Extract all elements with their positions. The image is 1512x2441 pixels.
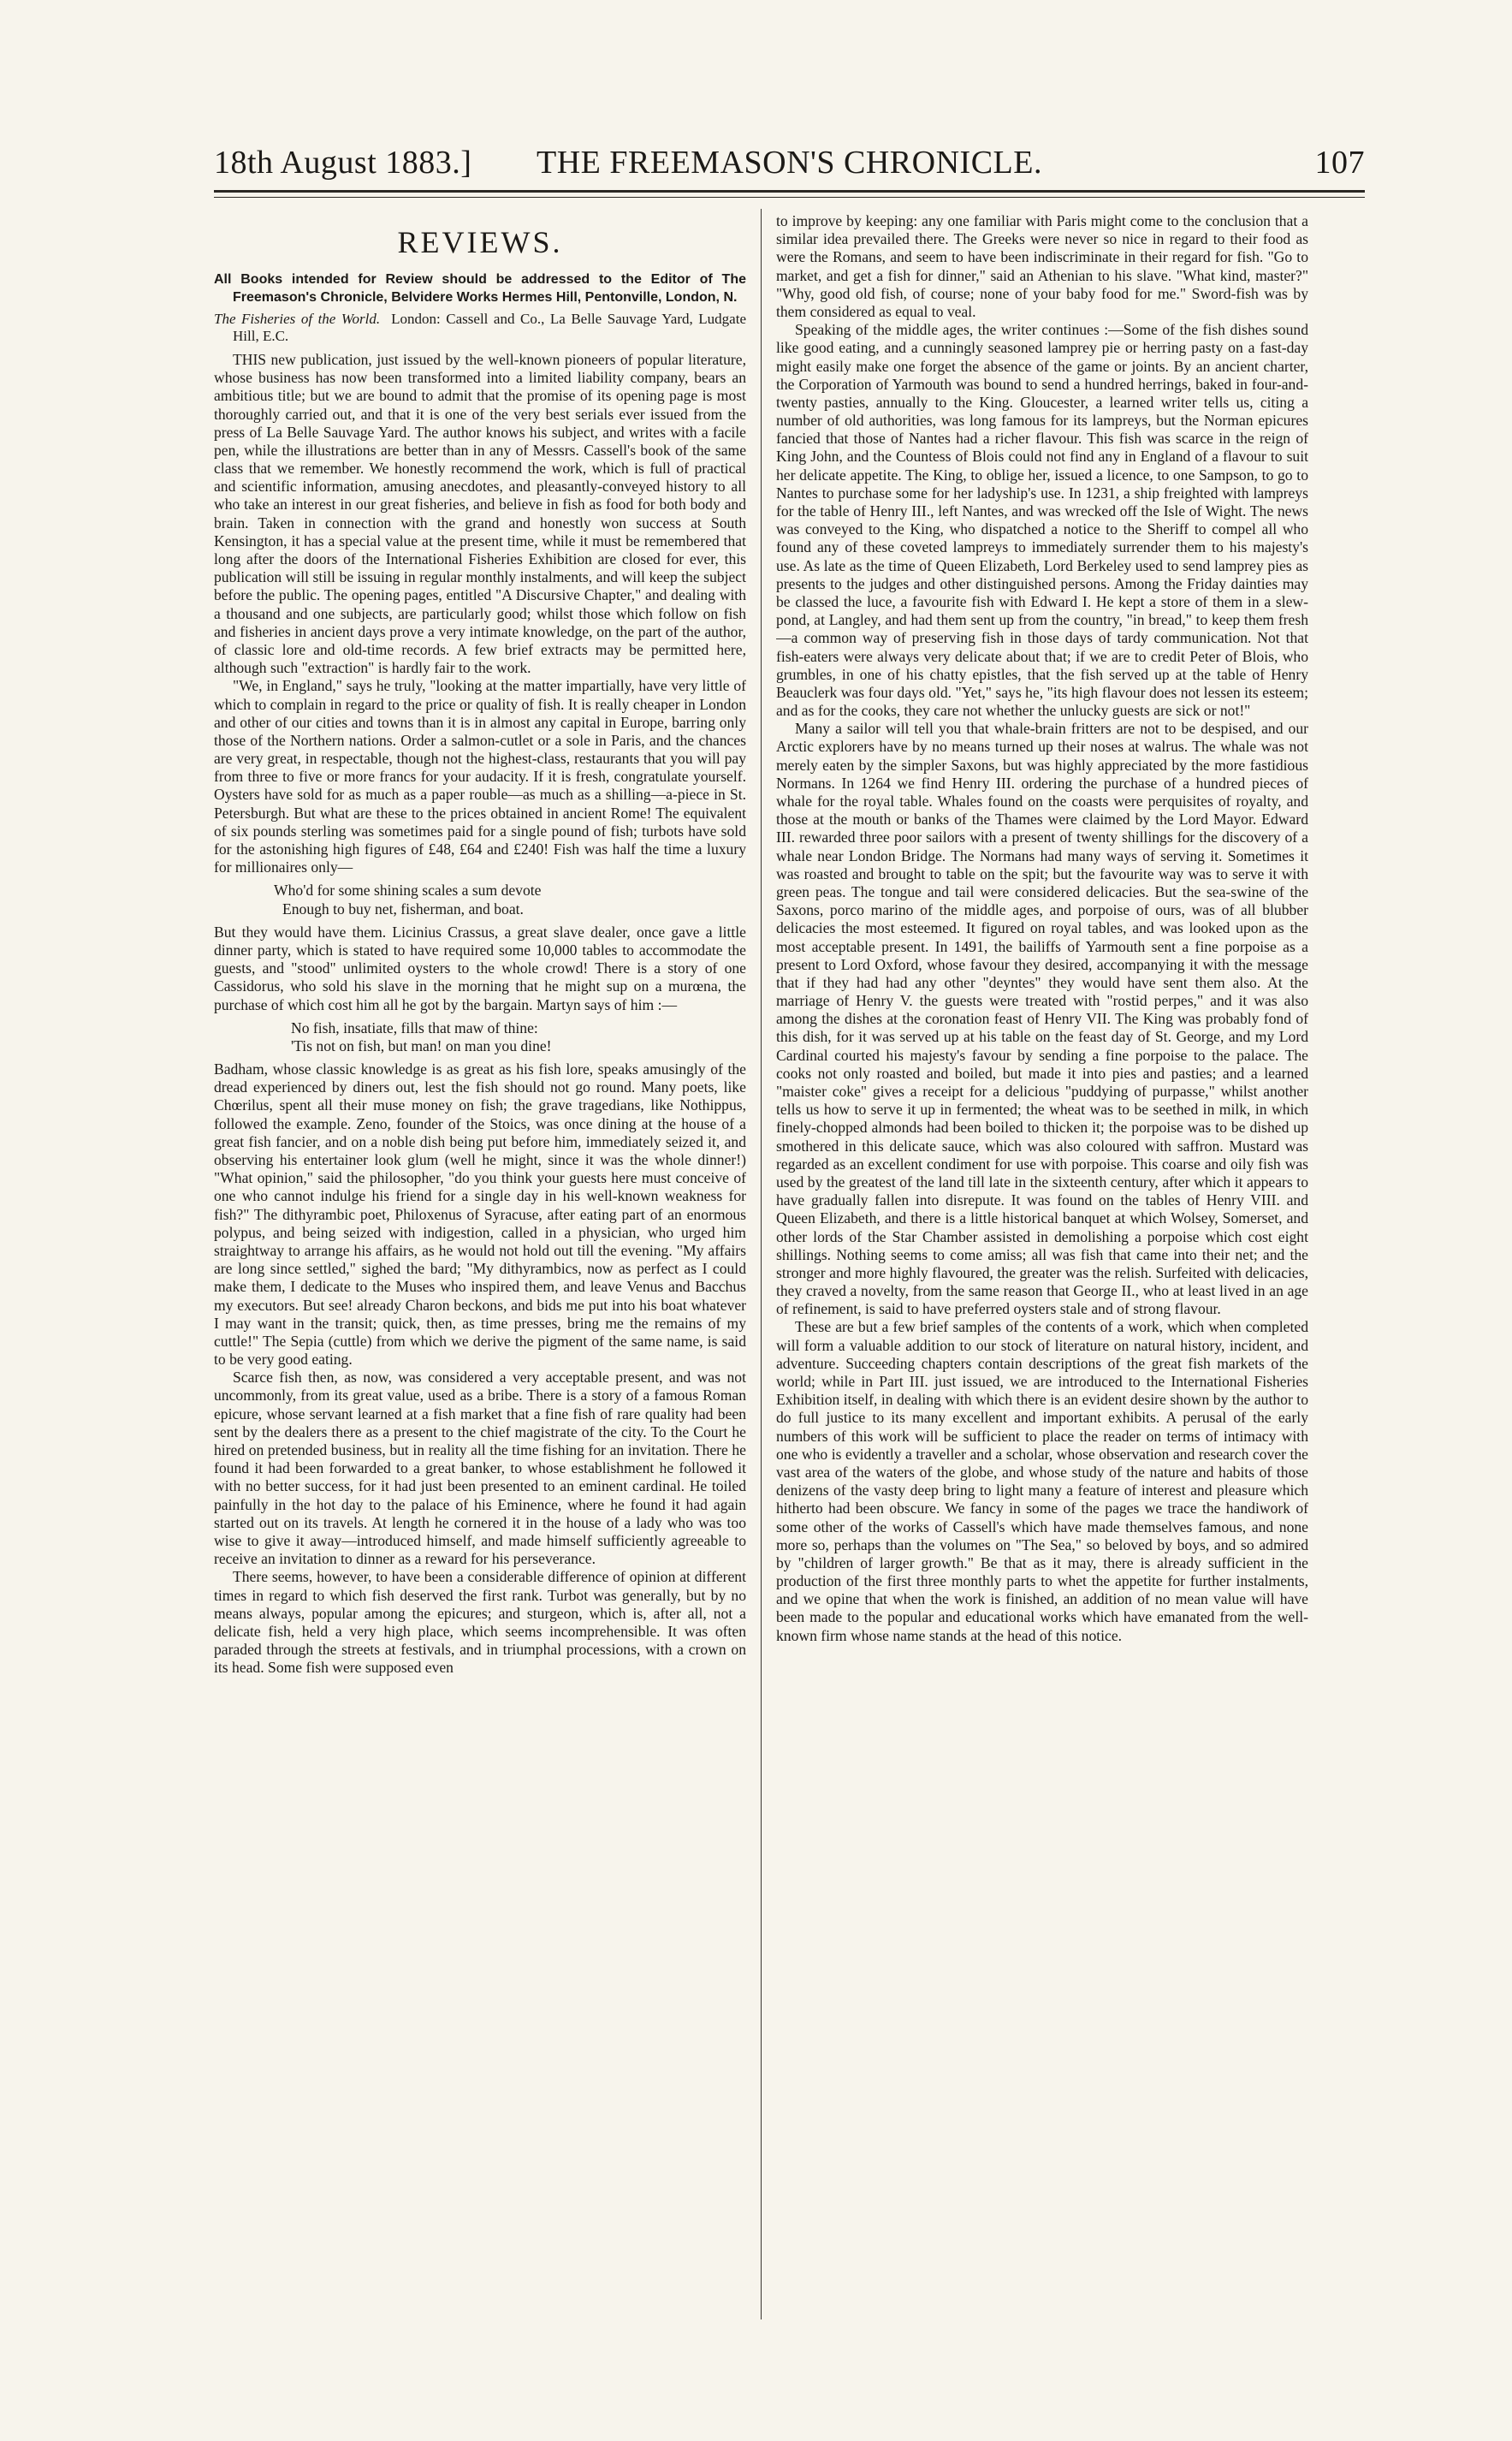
article-paragraph: Scarce fish then, as now, was considered a very acceptable present, and was not uncommonly, from its great value, used as a bribe. There is a story of a famous Roman epicure, whose servant learned at a fish market that a fine fish of rare quality had been sent by the dealers there as a present to the chief magistrate of the city. To the Court he hired on pretended business, but in reality all the time fishing for an invitation. There he found it had been forwarded to a great banker, to whose establishment he followed it with no better success, for it had just been presented to an eminent cardinal. He toiled painfully in the hot day to the palace of his Eminence, where he found it had again started out on its travels. At length he cornered it in the house of a lady who was too wise to give it away—introduced himself, and made himself sufficiently agreeable to receive an invitation to dinner as a reward for his perseverance. — [214, 1369, 746, 1568]
verse-line: No fish, insatiate, fills that maw of thine: — [291, 1019, 538, 1036]
left-column — [214, 212, 746, 2319]
verse-line: Enough to buy net, fisherman, and boat. — [282, 900, 524, 918]
page-header — [214, 144, 1365, 187]
column-divider — [761, 209, 762, 2319]
right-column — [776, 212, 1308, 2319]
section-title: REVIEWS. — [397, 225, 563, 259]
article-paragraph: There seems, however, to have been a considerable difference of opinion at different times in regard to which fish deserved the first rank. Turbot was generally, but by no means always, popular among the epicures; and sturgeon, which is, after all, not a delicate fish, held a very high place, which seems incomprehensible. It was often paraded through the streets at festivals, and in triumphal processions, with a crown on its head. Some fish were supposed even — [214, 1568, 746, 1677]
issue-date: 18th August 1883.] — [214, 145, 472, 181]
header-rule-thick — [214, 190, 1365, 193]
verse-quote — [274, 882, 746, 918]
article-paragraph: Badham, whose classic knowledge is as great as his fish lore, speaks amusingly of the dread experienced by diners out, lest the fish should not go round. Many poets, like Chœrilus, spent all their muse money on fish; the grave tragedians, like Nothippus, followed the example. Zeno, founder of the Stoics, was once dining at the house of a great fish fancier, and on a noble dish being put before him, immediately seized it, and observing his entertainer look glum (well he might, since it was the whole dinner!) "What opinion," said the philosopher, "do you think your guests here must conceive of one who cannot indulge his friend for a single day in his well-known weakness for fish?" The dithyrambic poet, Philoxenus of Syracuse, after eating part of an enormous polypus, and being seized with indigestion, called in a physician, who urged him straightway to arrange his affairs, as he would not hold out till the evening. "My affairs are long since settled," sighed the bard; "My dithyrambics, now as perfect as I could make them, I dedicate to the Muses who inspired them, and leave Venus and Bacchus my executors. But see! already Charon beckons, and bids me put into his boat whatever I may want in the transit; quick, then, as time presses, bring me the remains of my cuttle!" The Sepia (cuttle) from which we derive the pigment of the same name, is said to be very good eating. — [214, 1060, 746, 1369]
article-paragraph: Many a sailor will tell you that whale-brain fritters are not to be despised, and our Arctic explorers have by no means turned up their noses at walrus. The whale was not merely eaten by the simpler Saxons, but was highly appreciated by the more fastidious Normans. In 1264 we find Henry III. ordering the purchase of a hundred pieces of whale for the royal table. Whales found on the coasts were perquisites of royalty, and those at the mouth or banks of the Thames were claimed by the Lord Mayor. Edward III. rewarded three poor sailors with a present of twenty shillings for the discovery of a whale near London Bridge. The Normans had many ways of serving it. Sometimes it was roasted and brought to table on the spit; but the favourite way was to serve it with green peas. The tongue and tail were considered delicacies. But the sea-swine of the Saxons, porco marino of the middle ages, and porpoise of ours, was of all blubber delicacies the most esteemed. It figured on royal tables, and was looked upon as the most acceptable present. In 1491, the bailiffs of Yarmouth sent a fine porpoise as a present to Lord Oxford, whose favour they desired, accompanying it with the message that if they had had any other "deyntes" they would have sent them also. At the marriage of Henry V. the guests were treated with "rostid perpes," and it was also among the dishes at the coronation feast of Henry VII. The King was probably fond of this dish, for it was served up at his table on the feast day of St. George, and my Lord Cardinal courted his majesty's favour by sending a fine porpoise to the palace. The cooks not only roasted and boiled, but made it into pies and pasties; and a learned "maister coke" gives a receipt for a delicious "puddying of purpasse," whilst another tells us how to serve it up in fermented; the wheat was to be seethed in milk, in which finely-chopped almonds had been boiled to thicken it; the porpoise was to be dished up smothered in this delicate sauce, which was also coloured with saffron. Mustard was regarded as an excellent condiment for use with porpoise. This coarse and oily fish was used by the greatest of the land till late in the sixteenth century, after which it appears to have gradually fallen into disrepute. It was found on the tables of Henry VIII. and Queen Elizabeth, and there is a little historical banquet at which Wolsey, Somerset, and other lords of the Star Chamber assisted in demolishing a porpoise which cost eight shillings. Nothing seems to come amiss; all was fish that came into their net; and the stronger and more highly flavoured, the greater was the relish. Surfeited with delicacies, they craved a novelty, from the same reason that George II., who at least lived in an age of refinement, is said to have preferred oysters stale and of strong flavour. — [776, 720, 1308, 1318]
article-paragraph: Speaking of the middle ages, the writer continues :—Some of the fish dishes sound like good eating, and a cunningly seasoned lamprey pie or herring pasty on a fast-day might easily make one forget the absence of the game or joints. By an ancient charter, the Corporation of Yarmouth was bound to send a hundred herrings, baked in four-and-twenty pasties, annually to the King. Gloucester, a learned writer tells us, citing a number of old authorities, was long famous for its lampreys, but the Norman epicures fancied that those of Nantes had a richer flavour. This fish was scarce in the reign of King John, and the Countess of Blois could not find any in England of a flavour to suit her delicate appetite. The King, to oblige her, issued a licence, to one Sampson, to go to Nantes to purchase some for her ladyship's use. In 1231, a ship freighted with lampreys for the table of Henry III., left Nantes, and was wrecked off the Isle of Wight. The news was conveyed to the King, who dispatched a notice to the Sheriff to compel all who found any of these coveted lampreys to immediately surrender them to his majesty's use. As late as the time of Queen Elizabeth, Lord Berkeley used to send lamprey pies as presents to the judges and other distinguished persons. Among the Friday dainties may be classed the luce, a favourite fish with Edward I. He kept a store of them in a slew-pond, at Langley, and had them sent up from the country, "in bread," to keep them fresh—a common way of preserving fish in those days of tardy communication. Not that fish-eaters were always very delicate about that; if we are to credit Peter of Blois, who grumbles, in one of his chatty epistles, that the fish served up at the table of Henry Beauclerk was four days old. "Yet," says he, "its high flavour does not lessen its esteem; and as for the cooks, they care not whether the unlucky guests are sick or not!" — [776, 321, 1308, 720]
book-publisher: London: Cassell and Co., La Belle Sauvage Yard, Ludgate Hill, E.C. — [233, 310, 746, 345]
verse-quote — [274, 1019, 746, 1055]
article-paragraph: THIS new publication, just issued by the well-known pioneers of popular literature, whose business has now been transformed into a limited liability company, bears an ambitious title; but we are bound to admit that the promise of its opening page is most thoroughly carried out, and that it is one of the very best serials ever issued from the press of La Belle Sauvage Yard. The author knows his subject, and writes with a facile pen, while the illustrations are better than in any of Messrs. Cassell's book of the same class that we remember. We honestly recommend the work, which is full of practical and scientific information, amusing anecdotes, and pleasantly-conveyed history to all who take an interest in our great fisheries, and believe in fish as food for both body and brain. Taken in connection with the grand and honestly won success at South Kensington, it has a special value at the present time, while it must be remembered that long after the doors of the International Fisheries Exhibition are closed for ever, this publication will still be issuing in regular monthly instalments, and will keep the subject before the public. The opening pages, entitled "A Discursive Chapter," and dealing with a thousand and one subjects, are particularly good; whilst those which follow on fish and fisheries in ancient days prove a very intimate knowledge, on the part of the author, of classic lore and old-time records. A few brief extracts may be permitted here, although such "extraction" is hardly fair to the work. — [214, 350, 746, 677]
article-paragraph: to improve by keeping: any one familiar with Paris might come to the conclusion that a similar idea prevailed there. The Greeks were never so nice in regard to their food as were the Romans, and seem to have been indiscriminate in their regard for fish. "Go to market, and get a fish for dinner," said an Athenian to his slave. "What kind, master?" "Why, good old fish, of course; none of your baby food for me." Sword-fish was by them considered as equal to veal. — [776, 212, 1308, 320]
article-paragraph: "We, in England," says he truly, "looking at the matter impartially, have very little of which to complain in regard to the price or quality of fish. It is really cheaper in London and other of our cities and towns than it is in almost any capital in Europe, barring only those of the Northern nations. Order a salmon-cutlet or a sole in Paris, and the chances are very great, in respectable, though not the highest-class, restaurants that you will pay from three to five or more francs for your audacity. If it is fresh, congratulate yourself. Oysters have sold for as much as a paper rouble—as much as a shilling—a-piece in St. Petersburgh. But what are these to the prices obtained in ancient Rome! The equivalent of six pounds sterling was sometimes paid for a single pound of fish; turbots have sold for the astonishing high figures of £48, £64 and £240! Fish was half the time a luxury for millionaires only— — [214, 677, 746, 876]
header-rule-thin — [214, 197, 1365, 198]
verse-line: Who'd for some shining scales a sum devote — [274, 882, 542, 900]
verse-line: 'Tis not on fish, but man! on man you dine! — [291, 1036, 552, 1054]
book-entry — [214, 311, 746, 346]
article-paragraph: But they would have them. Licinius Crassus, a great slave dealer, once gave a little dinner party, which is stated to have required some 10,000 tables to accommodate the guests, and "stood" unlimited oysters to the whole crowd! There is a story of one Cassidorus, who sold his slave in the morning that he might sup on a murœna, the purchase of which cost him all he got by the bargain. Martyn says of him :— — [214, 923, 746, 1013]
page-number: 107 — [1314, 145, 1365, 181]
review-notice: All Books intended for Review should be addressed to the Editor of The Freemason's Chronicle, Belvidere Works Hermes Hill, Pentonville, London, N. — [214, 272, 746, 306]
article-paragraph: These are but a few brief samples of the contents of a work, which when completed will form a valuable addition to our stock of literature on natural history, incident, and adventure. Succeeding chapters contain descriptions of the great fish markets of the world; while in Part III. just issued, we are introduced to the International Fisheries Exhibition itself, in dealing with which there is an evident desire shown by the author to do full justice to its many excellent and important exhibits. A perusal of the early numbers of this work will be sufficient to place the reader on terms of intimacy with one who is evidently a traveller and a scholar, whose observation and research cover the vast area of the waters of the globe, and whose study of the nature and habits of those denizens of the vasty deep bring to light many a feature of interest and pleasure which hitherto had been obscure. We fancy in some of the pages we trace the handiwork of some other of the works of Cassell's which have made themselves famous, and none more so, perhaps than the volumes on "The Sea," so beloved by boys, and so admired by "children of larger growth." Be that as it may, there is already sufficient in the production of the first three monthly parts to whet the appetite for further instalments, and we opine that when the work is finished, an addition of no mean value will have been made to the popular and educational works which have emanated from the well-known firm whose name stands at the head of this notice. — [776, 1318, 1308, 1644]
book-title: The Fisheries of the World. — [214, 310, 381, 327]
masthead-title: THE FREEMASON'S CHRONICLE. — [537, 145, 1042, 181]
